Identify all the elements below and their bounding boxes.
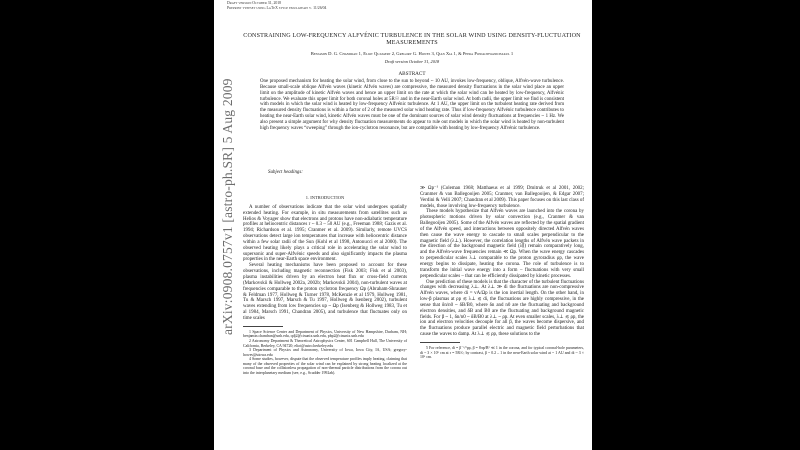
preprint-style-line: Preprint typeset using LaTeX style emulateapj v. 11/26/04 [227,5,327,10]
footnote-rule [243,326,283,327]
draft-date: Draft version October 31, 2018 [384,59,440,64]
subject-headings: Subject headings: [268,170,303,175]
footnote: 5 For reference, di = β⁻¹/²ρp, β = 8πp/B² ≪ 1 in the corona, and for typical coronal-hole parameters, di ~ 3 × 10⁵ cm at r = 5R☉; by contrast, β ~ 0.2 – 1 in the near-Earth solar wind at ~ 1 AU and di ~ 3 × 10⁶ cm. [420,345,584,360]
paragraph: Several heating mechanisms have been proposed to account for these observations, including magnetic reconnection (Fisk 2003; Fisk et al 2003), plasma instabilities driven by an electron heat flux or cross-field currents (Markovskii & Hollweg 2002a, 2002b; Markovskii 2004), non-turbulent waves at frequencies comparable to the proton cyclotron frequency Ωp (Abraham-Shrauner & Feldman 1977, Hollweg & Turner 1978, McKenzie et al 1979, Hollweg 1981, Tu & Marsch 1997, Marsch & Tu 1997, Hollweg & Isenberg 2002), turbulent waves extending from low frequencies up ~ Ωp (Isenberg & Hollweg 1983, Tu et al 1984, Marsch 1991, Chandran 2005), and turbulence that fluctuates only on time scales [243,263,407,321]
section-heading: 1. INTRODUCTION [305,195,345,200]
left-column [243,195,407,376]
preprint-header [227,1,326,10]
footnote: 2 Astronomy Department & Theoretical Astrophysics Center, 601 Campbell Hall, The University of California, Berkeley, CA 94720; eliot@astro.berkeley.edu [243,338,407,348]
paper-title: CONSTRAINING LOW-FREQUENCY ALFVÉNIC TURBULENCE IN THE SOLAR WIND USING DENSITY-FLUCTUATION MEASUREMENTS [243,33,581,46]
footnote: 1 Space Science Center and Department of Physics, University of New Hampshire, Durham, NH; benjamin.chandran@unh.edu, qdj2@cisunix.unh.edu, pbp2@cisunix.unh.edu [243,329,407,339]
author-list: Benjamin D. G. Chandran 1, Eliot Quataert 2, Gregory G. Howes 3, Qian Xia 1, & Peera Pongkitiwanichakul 1 [310,51,514,56]
paragraph: A number of observations indicate that the solar wind undergoes spatially extended heating. For example, in situ measurements from satellites such as Helios & Voyager show that electrons and protons have non-adiabatic temperature profiles at heliocentric distances r ~ 0.3 – 50 AU (e.g., Freeman 1988; Gazis et al. 1994; Richardson et al. 1995; Cranmer et al. 2009). Similarly, remote UVCS observations detect large ion temperatures that increase with heliocentric distance within a few solar radii of the Sun (Kohl et al 1998, Antonucci et al 2000). The observed heating likely plays a critical role in accelerating the solar wind to supersonic and super-Alfvénic speeds and also significantly impacts the plasma properties in the near-Earth space environment. [243,204,407,263]
paragraph: One prediction of these models is that the character of the turbulent fluctuations changes with decreasing λ⊥. At λ⊥ ≫ di the fluctuations are non-compressive Alfvén waves, where di = vA/Ωp is the ion inertial length. On the other hand, in low-β plasmas at ρp ≲ λ⊥ ≲ di, the fluctuations are highly compressive, in the sense that δn/n0 ~ δB/B0, where δn and n0 are the fluctuating and background electron densities, and δB and B0 are the fluctuating and background magnetic fields. For β ~ 1, δn/n0 ~ δB/B0 at λ⊥ ~ ρp. At even smaller scales, λ⊥ ≲ ρp, the ion and electron velocities decouple for all β, the waves become dispersive, and the fluctuations produce parallel electric and magnetic field perturbations that cause the waves to damp. At λ⊥ ≲ ρp, these solutions to the [420,279,584,338]
paragraph: These models hypothesize that Alfvén waves are launched into the corona by photospheric motions driven by solar convection (e.g., Cranmer & van Ballegooijen 2005). Some of the Alfvén waves are reflected by the spatial gradient of the Alfvén speed, and interactions between oppositely directed Alfvén waves then cause the wave energy to cascade to small scales perpendicular to the magnetic field (λ⊥). However, the correlation lengths of Alfvén wave packets in the direction of the background magnetic field (λ∥) remain comparatively long, and the Alfvén-wave frequencies remain ≪ Ωp. When the wave energy cascades to perpendicular scales λ⊥ comparable to the proton gyroradius ρp, the wave energy begins to dissipate, heating the corona. The role of turbulence is to transform the initial wave energy into a form – fluctuations with very small perpendicular scales – that can be efficiently dissipated by kinetic processes. [420,209,584,279]
arxiv-id[interactable]: arXiv:0908.0757v1 [astro-ph.SR] 5 Aug 2009 [220,78,235,335]
paragraph: ≫ Ωp⁻¹ (Coleman 1968; Matthaeus et al 1999; Dmitruk et al 2001, 2002; Cranmer & van Ballegooijen 2005; Cranmer, van Ballegooijen, & Edgar 2007; Verdini & Velli 2007; Chandran et al 2009). This paper focuses on this last class of models, those involving low-frequency turbulence. [420,186,584,209]
right-column [420,186,584,360]
footnote-rule [420,342,460,343]
abstract-text: One proposed mechanism for heating the solar wind, from close to the sun to beyond ~ 10 AU, invokes low-frequency, oblique, Alfvén-wave turbulence. Because small-scale oblique Alfvén waves (kinetic Alfvén waves) are compressive, the measured density fluctuations in the solar wind place an upper limit on the amplitude of kinetic Alfvén waves and hence an upper limit on the rate at which the solar wind can be heated by low-frequency, Alfvénic turbulence. We evaluate this upper limit for both coronal holes at 5R☉ and in the near-Earth solar wind. At both radii, the upper limit we find is consistent with models in which the solar wind is heated by low-frequency Alfvénic turbulence. At 1 AU, the upper limit on the turbulent heating rate derived from the measured density fluctuations is within a factor of 2 of the measured solar wind heating rate. Thus if low-frequency Alfvénic turbulence contributes to heating the near-Earth solar wind, kinetic Alfvén waves must be one of the dominant sources of solar wind density fluctuations at frequencies ~ 1 Hz. We also present a simple argument for why density fluctuation measurements do appear to rule out models in which the solar wind is heated by non-turbulent high frequency waves “sweeping” through the ion-cyclotron resonance, but are compatible with heating by low-frequency Alfvénic turbulence. [260,79,564,131]
footnote: 4 Some studies, however, dispute that the observed temperature profiles imply heating, claiming that many of the observed properties of the solar wind can be explained by strong heating localized at the coronal base and the collisionless propagation of non-thermal particle distributions from the corona out into the interplanetary medium (see, e.g., Scudder 1992ab). [243,357,407,376]
draft-version-line: Draft version October 31, 2018 [227,1,282,5]
arxiv-stamp[interactable] [218,40,240,340]
abstract-heading: ABSTRACT [398,71,426,77]
footnote: 3 Department of Physics and Astronomy, University of Iowa, Iowa City, IA, USA; gregory-howes@uiowa.edu [243,348,407,357]
